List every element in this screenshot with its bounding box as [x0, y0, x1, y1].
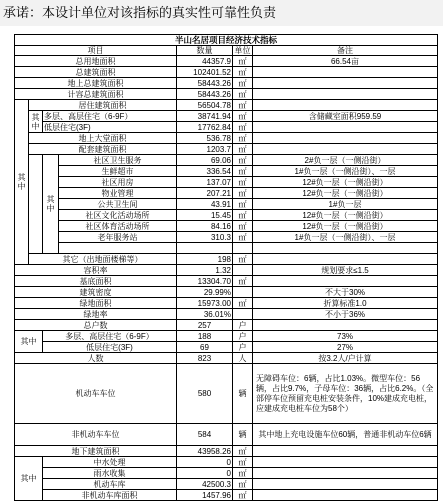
row-qty: 102401.52 — [177, 67, 233, 78]
row-qty: 310.3 — [177, 232, 233, 243]
row-unit: ㎡ — [233, 221, 253, 232]
table-header-row — [15, 46, 438, 56]
row-qty: 29.99% — [177, 287, 233, 298]
table-row — [15, 353, 438, 364]
row-note: 按3.2人/户计算 — [253, 353, 438, 364]
row-qty: 1457.96 — [177, 490, 233, 501]
row-note: 66.54亩 — [253, 56, 438, 67]
row-unit: ㎡ — [233, 144, 253, 155]
row-qty: 536.78 — [177, 133, 233, 144]
row-unit: ㎡ — [233, 479, 253, 490]
row-label: 机动车库 — [43, 479, 177, 490]
row-label: 雨水收集 — [43, 468, 177, 479]
support-qizhong-label: 其中 — [43, 155, 59, 254]
row-qty: 198 — [177, 254, 233, 265]
row-label: 容积率 — [15, 265, 177, 276]
row-qty: 336.54 — [177, 166, 233, 177]
row-note — [253, 144, 438, 155]
row-label: 多层、高层住宅（6-9F） — [43, 111, 177, 122]
row-unit: 辆 — [233, 364, 253, 424]
row-note: 73% — [253, 331, 438, 342]
row-qty: 58443.26 — [177, 89, 233, 100]
row-label: 地上总建筑面积 — [15, 78, 177, 89]
row-label: 居住建筑面积 — [29, 100, 177, 111]
row-note: 12#负一层（一侧沿街） — [253, 221, 438, 232]
table-row — [15, 166, 438, 177]
row-note — [253, 457, 438, 468]
table-row — [15, 331, 438, 342]
row-qty: 137.07 — [177, 177, 233, 188]
row-unit: ㎡ — [233, 254, 253, 265]
row-unit: ㎡ — [233, 490, 253, 501]
row-qty: 580 — [177, 364, 233, 424]
row-unit: ㎡ — [233, 468, 253, 479]
row-note — [253, 468, 438, 479]
row-label: 计容总建筑面积 — [15, 89, 177, 100]
row-label: 总建筑面积 — [15, 67, 177, 78]
support-spacer — [29, 155, 43, 254]
row-unit: ㎡ — [233, 177, 253, 188]
row-note: 1#负一层（一侧沿街）、一层 — [253, 232, 438, 243]
row-unit: ㎡ — [233, 199, 253, 210]
row-note: 1#负一层（一侧沿街）、一层 — [253, 166, 438, 177]
table-row — [15, 221, 438, 232]
table-row — [15, 457, 438, 468]
row-qty: 56504.78 — [177, 100, 233, 111]
row-unit: ㎡ — [233, 122, 253, 133]
row-label: 低层住宅(3F) — [43, 342, 177, 353]
row-note: 不大于30% — [253, 287, 438, 298]
table-row — [15, 56, 438, 67]
row-label: 非机动车库面积 — [43, 490, 177, 501]
row-label: 配套建筑面积 — [29, 144, 177, 155]
row-label: 老年服务站 — [59, 232, 177, 243]
table-row — [15, 144, 438, 155]
table-row — [15, 490, 438, 501]
row-label: 总用地面积 — [15, 56, 177, 67]
row-unit — [233, 287, 253, 298]
table-row — [15, 243, 438, 254]
commitment-text: 承诺：本设计单位对该指标的真实性可靠性负责 — [3, 5, 277, 20]
row-note: 27% — [253, 342, 438, 353]
row-label: 公共卫生间 — [59, 199, 177, 210]
table-row — [15, 298, 438, 309]
row-note: 规划要求≤1.5 — [253, 265, 438, 276]
row-qty: 43.91 — [177, 199, 233, 210]
row-qty: 44357.9 — [177, 56, 233, 67]
row-unit: ㎡ — [233, 155, 253, 166]
row-qty: 257 — [177, 320, 233, 331]
table-row — [15, 122, 438, 133]
support-empty-qty — [177, 243, 233, 254]
table-row — [15, 364, 438, 424]
table-row — [15, 265, 438, 276]
table-row — [15, 309, 438, 320]
row-unit: ㎡ — [233, 56, 253, 67]
col-header-item: 项目 — [15, 46, 177, 56]
row-note — [253, 78, 438, 89]
row-unit: ㎡ — [233, 298, 253, 309]
row-qty: 584 — [177, 424, 233, 446]
row-unit: 人 — [233, 353, 253, 364]
row-label: 生鲜超市 — [59, 166, 177, 177]
row-unit: ㎡ — [233, 446, 253, 457]
row-unit: ㎡ — [233, 166, 253, 177]
row-label: 其它（出地面楼梯等） — [29, 254, 177, 265]
row-unit: 户 — [233, 320, 253, 331]
col-header-qty: 数量 — [177, 46, 233, 56]
row-note: 含储藏室面积959.59 — [253, 111, 438, 122]
row-label: 人数 — [15, 353, 177, 364]
row-unit: ㎡ — [233, 276, 253, 287]
row-label: 非机动车车位 — [15, 424, 177, 446]
indicator-table-wrapper — [14, 34, 437, 501]
row-label: 社区体育活动场所 — [59, 221, 177, 232]
row-unit: 辆 — [233, 424, 253, 446]
row-note — [253, 446, 438, 457]
table-row — [15, 155, 438, 166]
support-empty-cell — [59, 243, 177, 254]
row-unit: ㎡ — [233, 457, 253, 468]
row-label: 低层住宅(3F) — [43, 122, 177, 133]
row-label: 地上大堂面积 — [29, 133, 177, 144]
table-row — [15, 254, 438, 265]
row-qty: 84.16 — [177, 221, 233, 232]
row-qty: 1203.7 — [177, 144, 233, 155]
table-row — [15, 232, 438, 243]
row-qty: 823 — [177, 353, 233, 364]
row-note: 12#负一层（一侧沿街） — [253, 210, 438, 221]
row-note — [253, 320, 438, 331]
table-row — [15, 446, 438, 457]
row-note: 折算标准1.0 — [253, 298, 438, 309]
commitment-header — [0, 0, 443, 26]
row-note: 其中地上充电设施车位60辆，普通非机动车位6辆 — [253, 424, 438, 446]
row-note — [253, 89, 438, 100]
row-label: 社区文化活动场所 — [59, 210, 177, 221]
row-qty: 1.32 — [177, 265, 233, 276]
row-note — [253, 67, 438, 78]
outer-qizhong-label: 其中 — [15, 100, 29, 265]
table-row — [15, 424, 438, 446]
row-label: 绿地面积 — [15, 298, 177, 309]
table-row — [15, 100, 438, 111]
table-row — [15, 188, 438, 199]
table-title-row — [15, 35, 438, 46]
row-label: 多层、高层住宅（6-9F） — [43, 331, 177, 342]
row-note — [253, 490, 438, 501]
row-note — [253, 254, 438, 265]
row-unit: 户 — [233, 331, 253, 342]
table-row — [15, 342, 438, 353]
row-label: 绿地率 — [15, 309, 177, 320]
table-row — [15, 78, 438, 89]
row-note — [253, 479, 438, 490]
row-note — [253, 276, 438, 287]
table-row — [15, 468, 438, 479]
indicator-table — [14, 34, 438, 501]
below-qizhong-label: 其中 — [15, 457, 43, 501]
row-label: 社区卫生服务 — [59, 155, 177, 166]
row-qty: 15.45 — [177, 210, 233, 221]
row-unit: 户 — [233, 342, 253, 353]
row-qty: 207.21 — [177, 188, 233, 199]
row-label: 基底面积 — [15, 276, 177, 287]
row-qty: 42500.3 — [177, 479, 233, 490]
row-qty: 17762.84 — [177, 122, 233, 133]
row-unit: ㎡ — [233, 133, 253, 144]
row-qty: 0 — [177, 457, 233, 468]
table-row — [15, 111, 438, 122]
table-row — [15, 320, 438, 331]
row-note: 12#负一层（一侧沿街） — [253, 188, 438, 199]
row-note — [253, 100, 438, 111]
row-label: 中水处理 — [43, 457, 177, 468]
row-qty: 69.06 — [177, 155, 233, 166]
table-row — [15, 210, 438, 221]
col-header-note: 备注 — [253, 46, 438, 56]
row-unit: ㎡ — [233, 89, 253, 100]
row-qty: 69 — [177, 342, 233, 353]
row-label: 地下建筑面积 — [15, 446, 177, 457]
support-empty-unit — [233, 243, 253, 254]
col-header-unit: 单位 — [234, 46, 251, 55]
row-label: 总户数 — [15, 320, 177, 331]
row-qty: 43958.26 — [177, 446, 233, 457]
hh-qizhong-label: 其中 — [15, 331, 43, 353]
row-unit: ㎡ — [233, 78, 253, 89]
row-qty: 188 — [177, 331, 233, 342]
row-qty: 13304.70 — [177, 276, 233, 287]
table-row — [15, 89, 438, 100]
row-qty: 58443.26 — [177, 78, 233, 89]
res-qizhong-label: 其中 — [29, 111, 43, 133]
table-row — [15, 133, 438, 144]
row-note: 2#负一层（一侧沿街） — [253, 155, 438, 166]
row-unit: ㎡ — [233, 100, 253, 111]
row-note: 12#负一层（一侧沿街） — [253, 177, 438, 188]
row-note: 1#负一层 — [253, 199, 438, 210]
table-row — [15, 276, 438, 287]
row-unit — [233, 309, 253, 320]
row-unit: ㎡ — [233, 188, 253, 199]
table-row — [15, 67, 438, 78]
row-unit: ㎡ — [233, 67, 253, 78]
table-title: 半山名居项目经济技术指标 — [15, 35, 438, 46]
row-unit: ㎡ — [233, 210, 253, 221]
row-note — [253, 122, 438, 133]
row-note: 不小于36% — [253, 309, 438, 320]
row-unit: ㎡ — [233, 232, 253, 243]
row-label: 物业管理 — [59, 188, 177, 199]
row-qty: 15973.00 — [177, 298, 233, 309]
row-note — [253, 133, 438, 144]
support-empty-note — [253, 243, 438, 254]
row-note: 无障碍车位：6辆，占比1.03%。微型车位：56辆，占比9.7%，子母车位：36辆，占比6.2%。（全部停车位预留充电桩安装条件，10%建成充电桩，应建成充电桩车位为58个） — [253, 364, 438, 424]
row-label: 建筑密度 — [15, 287, 177, 298]
table-row — [15, 177, 438, 188]
row-qty: 36.01% — [177, 309, 233, 320]
row-unit: ㎡ — [233, 111, 253, 122]
table-row — [15, 199, 438, 210]
row-label: 社区用房 — [59, 177, 177, 188]
row-unit — [233, 265, 253, 276]
table-row — [15, 479, 438, 490]
row-qty: 38741.94 — [177, 111, 233, 122]
row-qty: 0 — [177, 468, 233, 479]
row-label: 机动车车位 — [15, 364, 177, 424]
table-row — [15, 287, 438, 298]
